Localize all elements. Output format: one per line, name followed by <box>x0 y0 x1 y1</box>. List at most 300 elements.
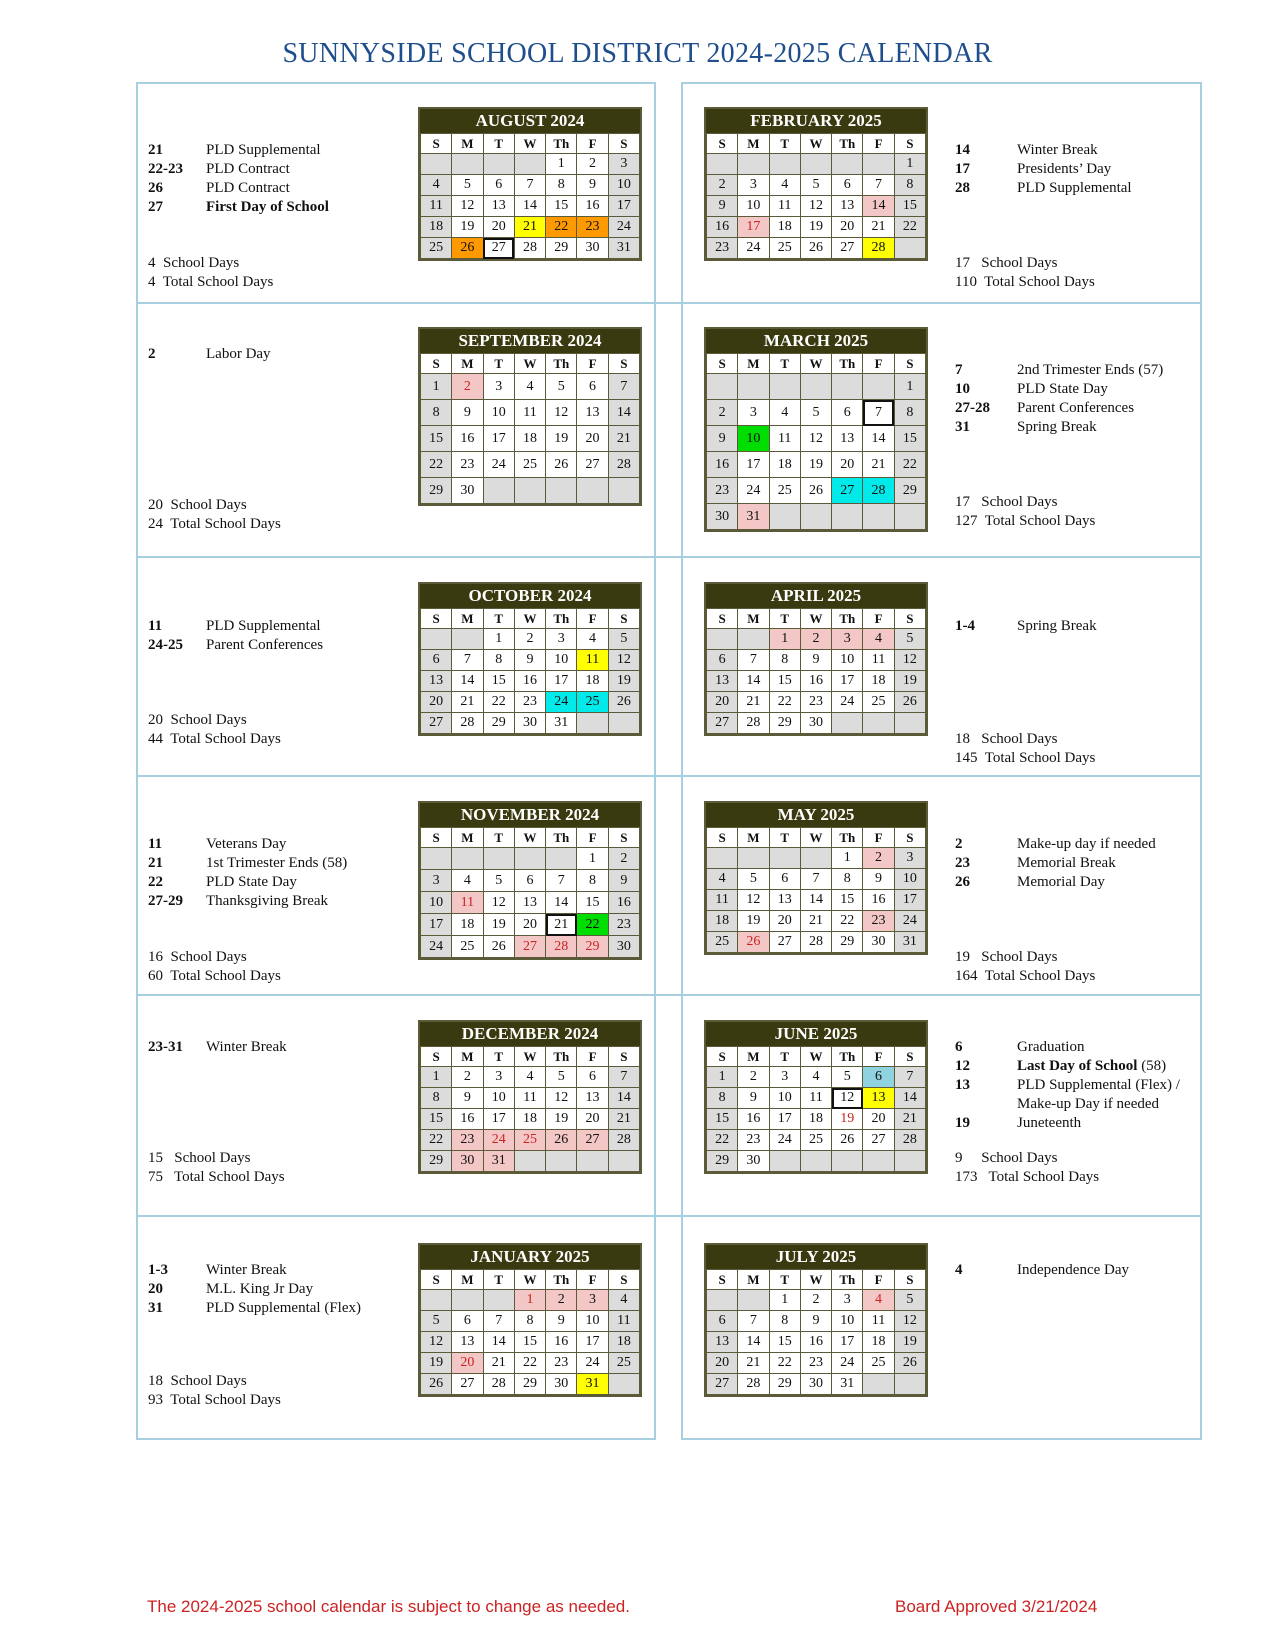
event-item <box>148 179 329 198</box>
day-cell: 5 <box>421 1311 452 1332</box>
day-cell <box>483 478 514 504</box>
day-cell: 8 <box>894 175 925 196</box>
day-cell: 24 <box>738 478 769 504</box>
event-text: PLD Supplemental <box>1017 180 1132 196</box>
event-date: 14 <box>955 142 970 158</box>
day-cell <box>514 1151 545 1172</box>
day-cell: 27 <box>514 936 545 958</box>
day-cell: 4 <box>769 400 800 426</box>
day-cell: 8 <box>894 400 925 426</box>
day-cell: 24 <box>483 1130 514 1151</box>
month-summary-may <box>955 948 1095 986</box>
event-item <box>148 1299 361 1318</box>
day-cell: 26 <box>800 238 831 259</box>
day-cell: 22 <box>514 1353 545 1374</box>
day-cell: 15 <box>894 426 925 452</box>
day-cell <box>800 154 831 175</box>
day-cell: 7 <box>452 650 483 671</box>
day-cell: 9 <box>800 1311 831 1332</box>
day-cell: 20 <box>577 426 608 452</box>
day-cell: 9 <box>514 650 545 671</box>
day-cell: 18 <box>577 671 608 692</box>
day-cell: 28 <box>452 713 483 734</box>
day-cell: 11 <box>769 426 800 452</box>
day-cell: 20 <box>707 1353 738 1374</box>
day-cell <box>832 374 863 400</box>
day-cell: 29 <box>546 238 577 259</box>
event-text: 1st Trimester Ends (58) <box>206 855 348 871</box>
day-cell: 4 <box>514 374 545 400</box>
day-cell: 20 <box>514 914 545 936</box>
day-cell: 7 <box>608 1067 639 1088</box>
day-cell: 14 <box>863 196 894 217</box>
day-cell: 9 <box>863 869 894 890</box>
day-cell: 11 <box>514 1088 545 1109</box>
event-date: 19 <box>955 1115 970 1131</box>
total-school-days-count: 145 Total School Days <box>955 750 1096 766</box>
day-cell: 6 <box>769 869 800 890</box>
day-cell: 24 <box>421 936 452 958</box>
event-text: PLD Supplemental <box>206 142 321 158</box>
day-cell: 22 <box>769 692 800 713</box>
day-cell <box>863 1151 894 1172</box>
day-cell <box>608 1374 639 1395</box>
day-cell: 14 <box>452 671 483 692</box>
day-cell: 1 <box>832 848 863 869</box>
day-cell: 29 <box>769 1374 800 1395</box>
event-item <box>955 1095 1180 1114</box>
weekday-header: S <box>608 354 639 374</box>
day-cell <box>707 1290 738 1311</box>
event-date: 21 <box>148 855 163 871</box>
month-summary-jun <box>955 1149 1099 1187</box>
month-events-aug <box>148 141 329 217</box>
weekday-header: S <box>707 609 738 629</box>
weekday-header: Th <box>832 354 863 374</box>
day-cell: 29 <box>577 936 608 958</box>
day-cell: 26 <box>894 1353 925 1374</box>
day-cell: 1 <box>421 374 452 400</box>
weekday-header: W <box>800 354 831 374</box>
event-text: PLD State Day <box>1017 381 1108 397</box>
weekday-header: S <box>894 1047 925 1067</box>
day-cell: 7 <box>738 1311 769 1332</box>
day-cell: 20 <box>707 692 738 713</box>
day-cell: 16 <box>577 196 608 217</box>
day-cell: 14 <box>738 671 769 692</box>
total-school-days-count: 173 Total School Days <box>955 1169 1100 1185</box>
weekday-header: S <box>608 828 639 848</box>
weekday-header: M <box>738 828 769 848</box>
day-cell: 25 <box>707 932 738 953</box>
day-cell <box>832 504 863 530</box>
day-cell: 15 <box>514 1332 545 1353</box>
day-cell <box>546 848 577 870</box>
day-cell: 6 <box>452 1311 483 1332</box>
day-cell: 27 <box>707 1374 738 1395</box>
weekday-header: S <box>608 609 639 629</box>
day-cell: 13 <box>769 890 800 911</box>
day-cell <box>800 848 831 869</box>
day-cell <box>577 478 608 504</box>
day-cell: 21 <box>452 692 483 713</box>
day-cell: 18 <box>514 426 545 452</box>
weekday-header: S <box>894 354 925 374</box>
weekday-header: W <box>800 1270 831 1290</box>
event-item <box>148 1280 361 1299</box>
day-cell: 3 <box>738 175 769 196</box>
day-cell: 30 <box>738 1151 769 1172</box>
day-cell <box>769 848 800 869</box>
event-item <box>955 361 1163 380</box>
month-title: MARCH 2025 <box>706 329 926 353</box>
day-cell: 26 <box>832 1130 863 1151</box>
event-text: Spring Break <box>1017 419 1097 435</box>
day-cell: 31 <box>738 504 769 530</box>
day-cell: 4 <box>452 870 483 892</box>
day-cell: 3 <box>483 374 514 400</box>
day-cell: 17 <box>738 217 769 238</box>
day-cell: 18 <box>707 911 738 932</box>
day-cell: 23 <box>863 911 894 932</box>
day-cell: 8 <box>421 400 452 426</box>
day-cell: 12 <box>546 1088 577 1109</box>
row-divider <box>136 556 1202 558</box>
event-date <box>955 1095 1017 1114</box>
weekday-header: F <box>863 609 894 629</box>
event-item <box>955 179 1132 198</box>
day-cell: 27 <box>452 1374 483 1395</box>
event-text: Parent Conferences <box>1017 400 1135 416</box>
day-cell: 6 <box>832 400 863 426</box>
day-cell: 7 <box>546 870 577 892</box>
day-cell: 19 <box>483 914 514 936</box>
day-cell: 16 <box>546 1332 577 1353</box>
day-cell: 25 <box>452 936 483 958</box>
day-cell <box>738 1290 769 1311</box>
event-text: Independence Day <box>1017 1262 1130 1278</box>
day-cell: 2 <box>546 1290 577 1311</box>
day-cell: 15 <box>832 890 863 911</box>
event-text: PLD Supplemental <box>206 618 321 634</box>
weekday-header: S <box>421 354 452 374</box>
day-cell: 23 <box>577 217 608 238</box>
day-cell: 7 <box>894 1067 925 1088</box>
event-item <box>955 854 1156 873</box>
day-cell: 19 <box>832 1109 863 1130</box>
day-cell: 13 <box>707 1332 738 1353</box>
day-cell: 12 <box>738 890 769 911</box>
day-cell <box>894 1151 925 1172</box>
day-cell: 17 <box>421 914 452 936</box>
school-days-count: 20 School Days <box>148 497 247 513</box>
day-cell: 19 <box>800 217 831 238</box>
day-cell: 22 <box>421 1130 452 1151</box>
weekday-header: T <box>769 1047 800 1067</box>
day-cell: 11 <box>769 196 800 217</box>
day-cell: 8 <box>769 1311 800 1332</box>
day-cell: 20 <box>769 911 800 932</box>
day-cell: 3 <box>738 400 769 426</box>
day-cell: 7 <box>608 374 639 400</box>
day-cell: 13 <box>707 671 738 692</box>
day-cell: 15 <box>707 1109 738 1130</box>
day-cell <box>863 154 894 175</box>
weekday-header: F <box>863 354 894 374</box>
weekday-header: F <box>577 828 608 848</box>
month-events-jun <box>955 1038 1180 1133</box>
weekday-header: Th <box>832 1270 863 1290</box>
day-cell: 2 <box>800 629 831 650</box>
day-cell: 3 <box>832 629 863 650</box>
day-cell: 26 <box>452 238 483 259</box>
day-cell: 14 <box>514 196 545 217</box>
weekday-header: W <box>514 134 545 154</box>
event-date: 11 <box>148 618 163 634</box>
day-cell <box>832 154 863 175</box>
weekday-header: W <box>800 828 831 848</box>
day-cell: 25 <box>421 238 452 259</box>
weekday-header: F <box>863 828 894 848</box>
day-cell <box>832 713 863 734</box>
day-cell: 7 <box>800 869 831 890</box>
weekday-header: S <box>894 609 925 629</box>
school-days-count: 17 School Days <box>955 255 1058 271</box>
day-cell: 6 <box>483 175 514 196</box>
event-date: 27 <box>148 199 163 215</box>
day-cell: 2 <box>608 848 639 870</box>
weekday-header: T <box>769 1270 800 1290</box>
weekday-header: Th <box>832 134 863 154</box>
day-cell: 4 <box>800 1067 831 1088</box>
row-divider <box>136 302 1202 304</box>
row-divider <box>136 994 1202 996</box>
day-cell: 23 <box>707 238 738 259</box>
day-cell: 9 <box>608 870 639 892</box>
weekday-header: T <box>483 609 514 629</box>
event-item <box>955 1114 1180 1133</box>
event-suffix: (58) <box>1137 1058 1167 1074</box>
day-cell: 23 <box>452 1130 483 1151</box>
month-title: NOVEMBER 2024 <box>420 803 640 827</box>
month-events-jul <box>955 1261 1129 1280</box>
day-cell: 2 <box>707 400 738 426</box>
day-cell <box>800 1151 831 1172</box>
day-cell: 30 <box>800 713 831 734</box>
day-cell: 20 <box>832 217 863 238</box>
day-cell: 19 <box>800 452 831 478</box>
day-cell: 15 <box>483 671 514 692</box>
day-cell: 9 <box>738 1088 769 1109</box>
weekday-header: W <box>514 828 545 848</box>
event-text: PLD Supplemental (Flex) / <box>1017 1077 1180 1093</box>
event-text: Winter Break <box>1017 142 1098 158</box>
day-cell <box>707 629 738 650</box>
day-cell: 22 <box>546 217 577 238</box>
weekday-header: W <box>514 1270 545 1290</box>
day-cell <box>421 154 452 175</box>
day-cell: 15 <box>577 892 608 914</box>
day-cell: 25 <box>863 1353 894 1374</box>
weekday-header: T <box>483 828 514 848</box>
event-item <box>955 1057 1180 1076</box>
day-cell: 6 <box>707 1311 738 1332</box>
event-date: 22 <box>148 874 163 890</box>
day-cell: 7 <box>738 650 769 671</box>
day-cell: 19 <box>452 217 483 238</box>
weekday-header: S <box>421 609 452 629</box>
day-cell <box>514 478 545 504</box>
month-summary-apr <box>955 730 1095 768</box>
day-cell: 11 <box>800 1088 831 1109</box>
day-cell: 14 <box>738 1332 769 1353</box>
day-cell: 17 <box>483 1109 514 1130</box>
day-cell: 5 <box>546 374 577 400</box>
day-cell: 15 <box>769 1332 800 1353</box>
event-item <box>955 1076 1180 1095</box>
weekday-header: Th <box>546 828 577 848</box>
day-cell: 6 <box>514 870 545 892</box>
day-cell: 12 <box>421 1332 452 1353</box>
event-text: PLD Supplemental (Flex) <box>206 1300 361 1316</box>
day-cell: 28 <box>514 238 545 259</box>
event-item <box>955 1261 1129 1280</box>
day-cell: 3 <box>832 1290 863 1311</box>
day-cell: 16 <box>608 892 639 914</box>
day-cell: 9 <box>546 1311 577 1332</box>
weekday-header: F <box>863 134 894 154</box>
day-cell: 25 <box>863 692 894 713</box>
school-days-count: 18 School Days <box>148 1373 247 1389</box>
day-cell: 16 <box>707 452 738 478</box>
day-cell <box>452 154 483 175</box>
event-item <box>955 835 1156 854</box>
event-item <box>148 141 329 160</box>
weekday-header: T <box>769 609 800 629</box>
day-cell: 4 <box>608 1290 639 1311</box>
month-summary-nov <box>148 948 281 986</box>
day-cell <box>707 848 738 869</box>
day-cell <box>769 374 800 400</box>
event-item <box>955 141 1132 160</box>
day-cell: 16 <box>800 1332 831 1353</box>
day-cell: 30 <box>546 1374 577 1395</box>
event-date: 1-3 <box>148 1262 168 1278</box>
day-cell: 2 <box>452 1067 483 1088</box>
day-cell: 22 <box>577 914 608 936</box>
total-school-days-count: 75 Total School Days <box>148 1169 285 1185</box>
weekday-header: T <box>483 1047 514 1067</box>
day-cell: 17 <box>483 426 514 452</box>
day-cell: 26 <box>483 936 514 958</box>
weekday-header: S <box>707 134 738 154</box>
event-date: 20 <box>148 1281 163 1297</box>
weekday-header: T <box>483 1270 514 1290</box>
total-school-days-count: 93 Total School Days <box>148 1392 281 1408</box>
weekday-header: M <box>738 134 769 154</box>
day-cell <box>863 504 894 530</box>
weekday-header: S <box>894 134 925 154</box>
event-date: 24-25 <box>148 637 183 653</box>
day-cell: 10 <box>483 400 514 426</box>
event-item <box>955 617 1097 636</box>
day-cell: 25 <box>800 1130 831 1151</box>
day-cell: 22 <box>769 1353 800 1374</box>
month-events-mar <box>955 361 1163 437</box>
day-cell: 15 <box>421 426 452 452</box>
day-cell: 12 <box>894 650 925 671</box>
weekday-header: M <box>452 134 483 154</box>
day-cell: 22 <box>832 911 863 932</box>
event-date: 13 <box>955 1077 970 1093</box>
month-calendar-nov <box>418 801 642 960</box>
event-item <box>955 160 1132 179</box>
day-cell: 12 <box>546 400 577 426</box>
month-calendar-dec <box>418 1020 642 1174</box>
weekday-header: M <box>738 609 769 629</box>
day-cell: 26 <box>546 1130 577 1151</box>
day-cell <box>894 1374 925 1395</box>
day-cell: 13 <box>514 892 545 914</box>
day-cell: 25 <box>577 692 608 713</box>
weekday-header: Th <box>832 828 863 848</box>
day-cell: 19 <box>608 671 639 692</box>
month-summary-dec <box>148 1149 285 1187</box>
event-text: PLD Contract <box>206 180 290 196</box>
day-cell: 25 <box>769 238 800 259</box>
day-cell: 7 <box>483 1311 514 1332</box>
day-cell: 14 <box>608 1088 639 1109</box>
event-item <box>148 892 347 911</box>
weekday-header: M <box>452 828 483 848</box>
day-cell: 30 <box>452 1151 483 1172</box>
day-cell: 7 <box>863 400 894 426</box>
day-cell: 31 <box>832 1374 863 1395</box>
event-date: 6 <box>955 1039 963 1055</box>
event-date: 2 <box>148 346 156 362</box>
day-cell: 28 <box>483 1374 514 1395</box>
day-cell: 24 <box>769 1130 800 1151</box>
day-cell: 27 <box>577 1130 608 1151</box>
weekday-header: S <box>421 828 452 848</box>
day-cell: 18 <box>769 217 800 238</box>
day-cell: 8 <box>707 1088 738 1109</box>
day-cell <box>707 154 738 175</box>
day-cell: 23 <box>800 1353 831 1374</box>
total-school-days-count: 24 Total School Days <box>148 516 281 532</box>
footer-note: The 2024-2025 school calendar is subject to change as needed. <box>147 1597 630 1616</box>
day-cell: 13 <box>577 400 608 426</box>
month-calendar-feb <box>704 107 928 261</box>
day-cell: 1 <box>894 154 925 175</box>
total-school-days-count: 110 Total School Days <box>955 274 1095 290</box>
school-days-count: 4 School Days <box>148 255 240 271</box>
day-cell: 28 <box>863 478 894 504</box>
day-cell: 12 <box>800 196 831 217</box>
day-cell: 28 <box>894 1130 925 1151</box>
event-item <box>955 399 1163 418</box>
day-cell: 16 <box>863 890 894 911</box>
day-cell <box>577 713 608 734</box>
day-cell: 28 <box>608 1130 639 1151</box>
day-cell: 21 <box>546 914 577 936</box>
day-cell: 13 <box>832 426 863 452</box>
event-text: PLD Contract <box>206 161 290 177</box>
day-cell <box>894 504 925 530</box>
school-days-count: 9 School Days <box>955 1150 1058 1166</box>
day-cell: 27 <box>832 478 863 504</box>
day-cell <box>863 1374 894 1395</box>
